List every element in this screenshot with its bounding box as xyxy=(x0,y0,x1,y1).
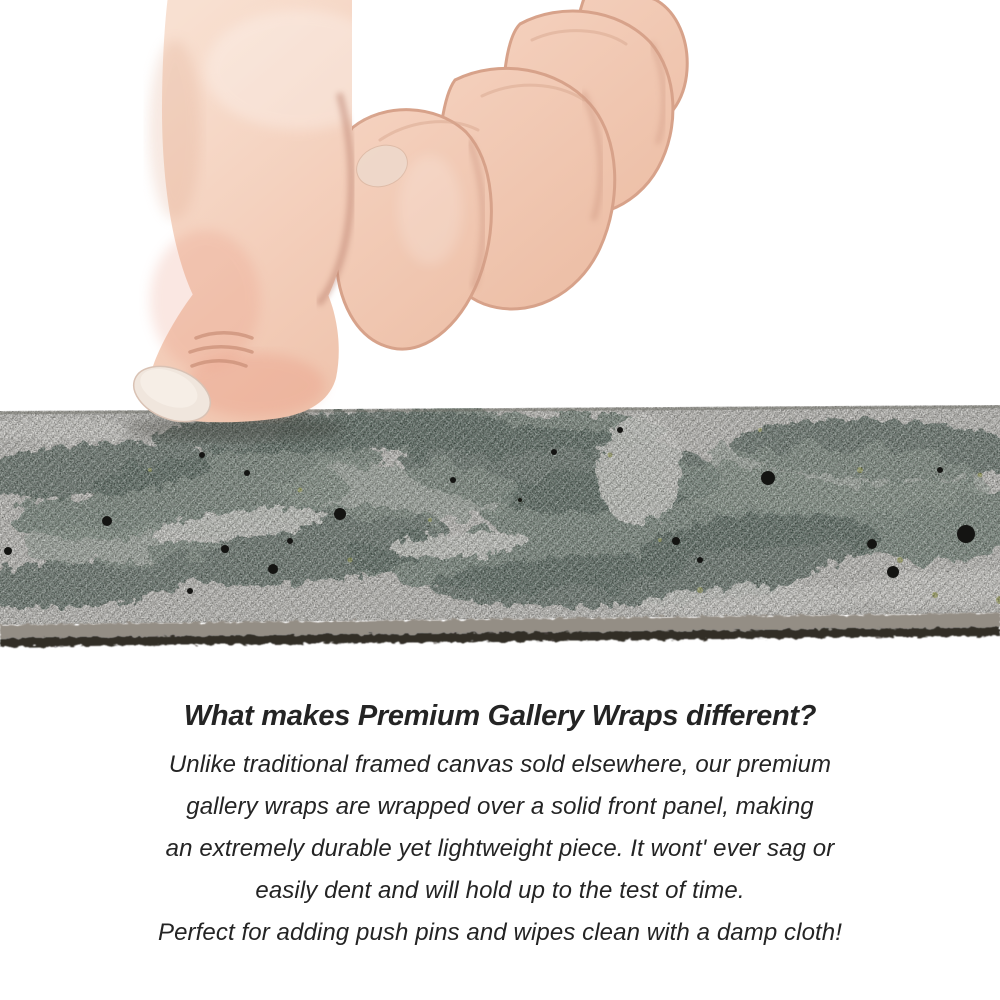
body-line-4: easily dent and will hold up to the test of time. xyxy=(255,877,745,904)
body-line-1: Unlike traditional framed canvas sold elsewhere, our premium xyxy=(168,751,832,778)
body-line-2: gallery wraps are wrapped over a solid front panel, making xyxy=(186,793,814,820)
canvas-strip xyxy=(0,400,1000,647)
text-section xyxy=(0,698,1000,954)
index-highlight xyxy=(398,155,462,265)
headline: What makes Premium Gallery Wraps different? xyxy=(183,700,817,732)
hand-photo xyxy=(126,0,688,432)
body-line-3: an extremely durable yet lightweight piece. It wont' ever sag or xyxy=(165,835,835,862)
palm-edge-shade xyxy=(149,40,201,220)
hand-highlight xyxy=(205,10,395,130)
body-line-5: Perfect for adding push pins and wipes clean with a damp cloth! xyxy=(157,919,843,946)
